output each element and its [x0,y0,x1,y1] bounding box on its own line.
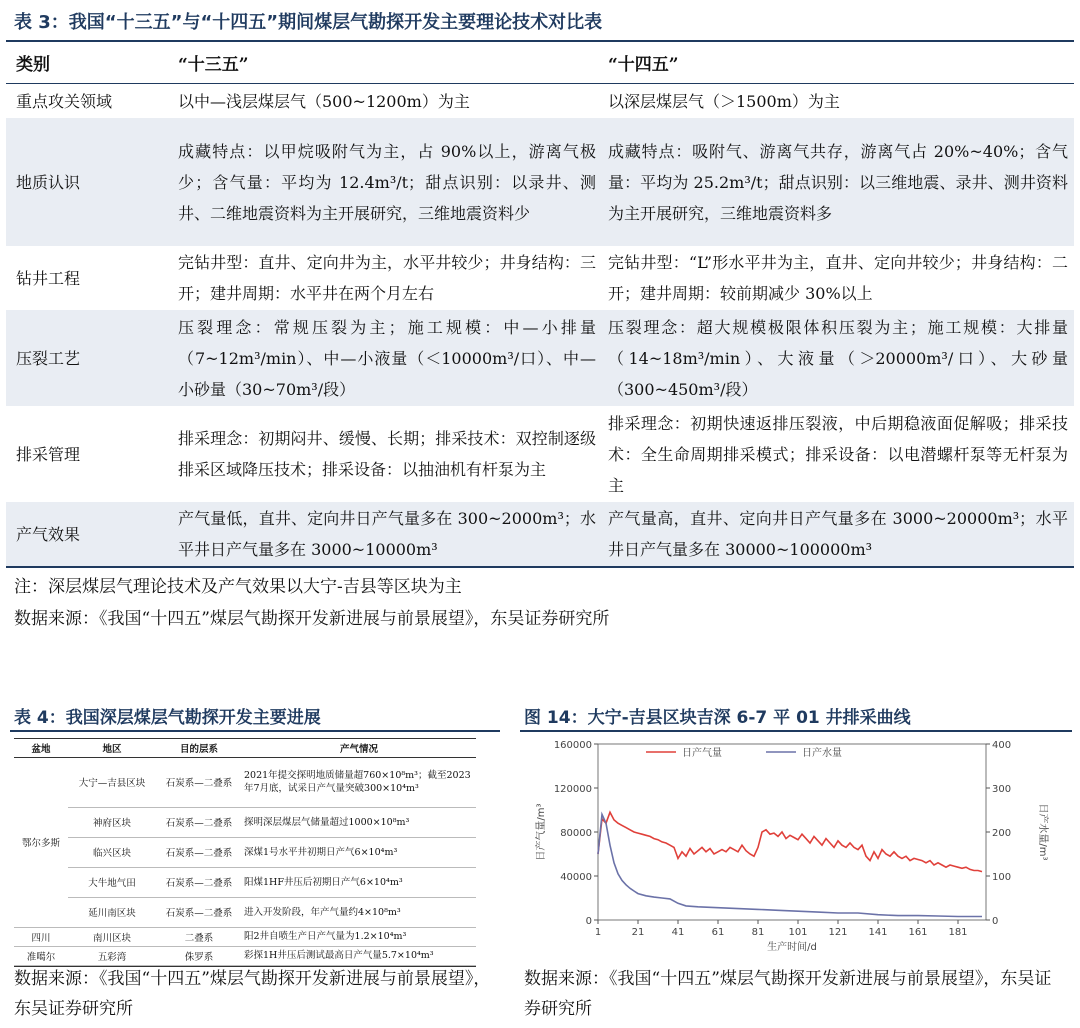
row-13th-plan: 以中—浅层煤层气（500~1200m）为主 [178,91,470,111]
chart-svg [520,736,1072,958]
table-row [14,807,476,837]
layer-cell: 石炭系—二叠系 [156,867,242,897]
row-13th-plan: 压裂理念：常规压裂为主；施工规模：中—小排量（7~12m³/min）、中—小液量（＜10000m³/口）、中—小砂量（30~70m³/段） [178,317,596,399]
info-cell: 深煤1号水平井初期日产气6×10⁴m³ [242,837,476,867]
row-13th-plan: 排采理念：初期闷井、缓慢、长期；排采技术：双控制逐级排采区域降压技术；排采设备：以抽油机有杆泵为主 [178,429,596,479]
table4-source: 数据来源：《我国“十四五”煤层气勘探开发新进展与前景展望》，东吴证券研究所 [14,969,491,1019]
row-category: 重点攻关领域 [16,91,113,111]
plot-frame [598,744,986,920]
y2-axis-label: 日产水量/m³ [1037,803,1048,861]
info-cell: 进入开发阶段，年产气量约4×10⁸m³ [242,897,476,927]
table4 [14,738,476,967]
row-14th-plan: 以深层煤层气（＞1500m）为主 [608,91,840,111]
table-row [14,946,476,965]
info-cell: 阳煤1HF井压后初期日产气6×10⁴m³ [242,867,476,897]
region-cell: 延川南区块 [68,897,156,927]
row-13th-plan: 完钻井型：直井、定向井为主，水平井较少；井身结构：三开；建井周期：水平井在两个月左右 [178,253,596,303]
y-axis-label: 日产气量/m³ [536,803,547,861]
row-14th-plan: 压裂理念：超大规模极限体积压裂为主；施工规模：大排量（14~18m³/min）、大液量（＞20000m³/口）、大砂量（300~450m³/段） [608,317,1068,399]
row-14th-plan: 成藏特点：吸附气、游离气共存，游离气占 20%~40%；含气量：平均为 25.2m³/t；甜点识别：以三维地震、录井、测井资料为主开展研究，三维地震资料多 [608,141,1068,223]
x-tick-label: 61 [711,927,725,938]
table4-header-info: 产气情况 [242,739,476,757]
table-row [14,867,476,897]
table-row [6,310,1074,406]
info-cell: 2021年提交探明地质储量超760×10⁸m³；截至2023年7月底，试采日产气量突破300×10⁴m³ [242,757,476,807]
table3-note: 注：深层煤层气理论技术及产气效果以大宁-吉县等区块为主 [14,577,462,597]
x-axis-label: 生产时间/d [767,942,817,953]
row-category: 排采管理 [16,444,81,464]
y-tick-label: 120000 [553,784,592,795]
legend-label: 日产水量 [802,748,842,759]
row-14th-plan: 排采理念：初期快速返排压裂液，中后期稳液面促解吸；排采技术：全生命周期排采模式；排采设备：以电潜螺杆泵等无杆泵为主 [608,413,1068,495]
x-tick-label: 141 [868,927,888,938]
legend-label: 日产气量 [682,748,722,759]
table4-header-row [14,739,476,757]
layer-cell: 石炭系—二叠系 [156,807,242,837]
table3 [6,40,1074,568]
layer-cell: 侏罗系 [156,946,242,965]
table-row [6,406,1074,502]
basin-cell: 准噶尔 [14,946,68,965]
row-category: 钻井工程 [16,268,81,288]
info-cell: 阳2井自喷生产日产气量为1.2×10⁴m³ [242,927,476,946]
x-tick-label: 81 [751,927,765,938]
figure14-source: 数据来源：《我国“十四五”煤层气勘探开发新进展与前景展望》，东吴证券研究所 [524,969,1052,1019]
table4-rule [10,730,500,732]
x-tick-label: 121 [828,927,848,938]
x-tick-label: 21 [631,927,645,938]
table4-header-layer: 目的层系 [156,739,242,757]
layer-cell: 二叠系 [156,927,242,946]
x-tick-label: 41 [671,927,685,938]
region-cell: 南川区块 [68,927,156,946]
layer-cell: 石炭系—二叠系 [156,837,242,867]
x-tick-label: 181 [948,927,968,938]
table-row [6,118,1074,246]
region-cell: 五彩湾 [68,946,156,965]
table-row [14,927,476,946]
layer-cell: 石炭系—二叠系 [156,757,242,807]
info-cell: 彩探1H井压后测试最高日产气量5.7×10⁴m³ [242,946,476,965]
gas-production-line [598,812,982,871]
y2-tick-label: 100 [992,872,1012,883]
row-13th-plan: 产气量低，直井、定向井日产气量多在 300~2000m³；水平井日产气量多在 3000~10000m³ [178,509,596,559]
row-category: 地质认识 [16,172,81,192]
basin-cell: 四川 [14,927,68,946]
y-tick-label: 40000 [560,872,592,883]
table-row [14,897,476,927]
y2-tick-label: 200 [992,828,1012,839]
y2-tick-label: 400 [992,740,1012,751]
y2-tick-label: 0 [992,916,999,927]
x-tick-label: 161 [908,927,928,938]
row-13th-plan: 成藏特点：以甲烷吸附气为主，占 90%以上，游离气极少；含气量：平均为 12.4m³/t；甜点识别：以录井、测井、二维地震资料为主开展研究，三维地震资料少 [178,141,596,223]
region-cell: 大宁—吉县区块 [68,757,156,807]
table4-header-region: 地区 [68,739,156,757]
table4-title: 表 4：我国深层煤层气勘探开发主要进展 [14,708,321,728]
header-13th-plan: “十三五” [178,55,249,75]
table-row [6,246,1074,310]
figure14-rule [520,730,1072,732]
region-cell: 神府区块 [68,807,156,837]
water-production-line [598,814,982,916]
basin-cell: 鄂尔多斯 [14,757,68,927]
figure14-title: 图 14：大宁-吉县区块吉深 6-7 平 01 井排采曲线 [524,708,911,728]
row-14th-plan: 完钻井型：“L”形水平井为主，直井、定向井较少；井身结构：二开；建井周期：较前期减少 30%以上 [608,253,1068,303]
y-tick-label: 80000 [560,828,592,839]
y2-tick-label: 300 [992,784,1012,795]
y-tick-label: 160000 [553,740,592,751]
table3-source: 数据来源：《我国“十四五”煤层气勘探开发新进展与前景展望》，东吴证券研究所 [14,609,610,629]
figure14-chart [520,736,1072,958]
region-cell: 临兴区块 [68,837,156,867]
row-category: 压裂工艺 [16,348,81,368]
table-row [6,84,1074,118]
y-tick-label: 0 [585,916,592,927]
header-14th-plan: “十四五” [608,55,679,75]
table-row [14,757,476,807]
x-tick-label: 101 [788,927,808,938]
table3-header [6,40,1074,84]
row-14th-plan: 产气量高，直井、定向井日产气量多在 3000~20000m³；水平井日产气量多在 30000~100000m³ [608,509,1068,559]
table3-title: 表 3：我国“十三五”与“十四五”期间煤层气勘探开发主要理论技术对比表 [14,12,603,33]
header-category: 类别 [16,55,50,75]
info-cell: 探明深层煤层气储量超过1000×10⁸m³ [242,807,476,837]
layer-cell: 石炭系—二叠系 [156,897,242,927]
table4-header-basin: 盆地 [14,739,68,757]
table-row [6,502,1074,568]
x-tick-label: 1 [594,927,602,938]
table-row [14,837,476,867]
row-category: 产气效果 [16,524,81,544]
region-cell: 大牛地气田 [68,867,156,897]
